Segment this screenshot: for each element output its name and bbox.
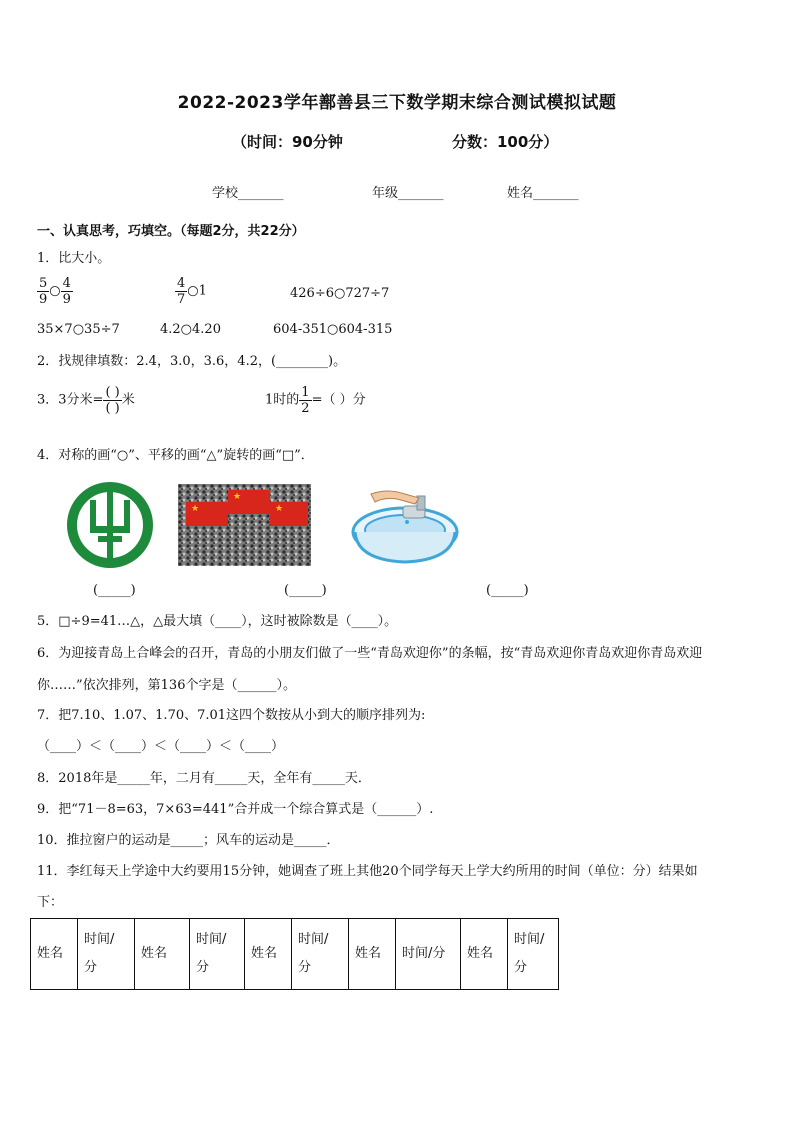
bank-logo-image [60, 480, 160, 570]
q6-line1: 6．为迎接青岛上合峰会的召开，青岛的小朋友们做了一些“青岛欢迎你”的条幅，按“青岛欢迎你青岛欢迎你青岛欢迎 [37, 646, 703, 661]
q5-text: 5．□÷9=41…△，△最大填（____），这时被除数是（____）。 [37, 614, 398, 629]
q1-item-f: 604-351○604-315 [273, 322, 393, 337]
exam-time: （时间：90分钟 [232, 133, 343, 151]
table-cell: 时间/ 分 [78, 919, 135, 990]
table-cell: 姓名 [245, 919, 292, 990]
faucet-basin-image [343, 480, 461, 568]
q1-item-c: 426÷6○727÷7 [290, 286, 390, 301]
q11-line2: 下： [37, 895, 64, 910]
table-cell: 姓名 [31, 919, 78, 990]
table-cell: 姓名 [461, 919, 508, 990]
svg-text:★: ★ [233, 492, 242, 502]
q4-blank-2[interactable]: (_____) [284, 583, 327, 598]
table-cell: 时间/ 分 [508, 919, 559, 990]
q3-part1: 3．3分米= $\frac{( )}{( )}$ 米 [37, 385, 135, 416]
fraction: $\frac{5}{9}$ [39, 276, 48, 307]
q3-part2: 1时的 $\frac{1}{2}$ =（ ）分 [265, 385, 366, 416]
q4-blank-3[interactable]: (_____) [486, 583, 529, 598]
table-cell: 姓名 [135, 919, 190, 990]
q1-item-a: $\frac{5}{9}$ ○ $\frac{4}{9}$ [39, 276, 71, 307]
q1-label: 1．比大小。 [37, 251, 111, 266]
q1-item-e: 4.2○4.20 [160, 322, 221, 337]
survey-table [30, 918, 559, 990]
q1-item-b: $\frac{4}{7}$ ○1 [177, 276, 207, 307]
grade-field[interactable]: 年级_______ [372, 186, 444, 201]
q9-text: 9．把“71－8=63，7×63=441”合并成一个综合算式是（______）. [37, 802, 434, 817]
q11-line1: 11．李红每天上学途中大约要用15分钟，她调查了班上其他20个同学每天上学大约所用的时间（单位：分）结果如 [37, 864, 698, 879]
fraction: $\frac{1}{2}$ [301, 385, 310, 416]
q4-text: 4．对称的画“○”、平移的画“△”旋转的画“□”． [37, 448, 314, 463]
name-field[interactable]: 姓名_______ [507, 186, 579, 201]
q4-blank-1[interactable]: (_____) [93, 583, 136, 598]
q7-line1: 7．把7.10、1.07、1.70、7.01这四个数按从小到大的顺序排列为: [37, 708, 426, 723]
q6-line2: 你……”依次排列，第136个字是（______）。 [37, 678, 296, 693]
page-title: 2022-2023学年鄯善县三下数学期末综合测试模拟试题 [177, 93, 617, 113]
fraction: $\frac{4}{9}$ [62, 276, 71, 307]
svg-text:★: ★ [191, 504, 200, 514]
fraction: $\frac{4}{7}$ [177, 276, 186, 307]
table-cell: 姓名 [349, 919, 396, 990]
table-row [31, 919, 559, 990]
svg-text:★: ★ [275, 504, 284, 514]
school-field[interactable]: 学校_______ [212, 186, 284, 201]
exam-score: 分数：100分） [452, 133, 559, 151]
q7-line2: （____）＜（____）＜（____）＜（____） [37, 739, 285, 754]
q8-text: 8．2018年是_____年，二月有_____天，全年有_____天． [37, 771, 371, 786]
table-cell: 时间/分 [396, 919, 461, 990]
section-heading: 一、认真思考，巧填空。（每题2分，共22分） [37, 224, 305, 239]
q1-item-d: 35×7○35÷7 [37, 322, 120, 337]
q2-text: 2．找规律填数：2.4，3.0，3.6，4.2，(________)。 [37, 354, 347, 369]
q10-text: 10．推拉窗户的运动是_____；风车的运动是_____． [37, 833, 340, 848]
table-cell: 时间/ 分 [190, 919, 245, 990]
fraction-blank[interactable]: $\frac{( )}{( )}$ [105, 385, 120, 416]
table-cell: 时间/ 分 [292, 919, 349, 990]
flags-crowd-image [178, 484, 311, 566]
